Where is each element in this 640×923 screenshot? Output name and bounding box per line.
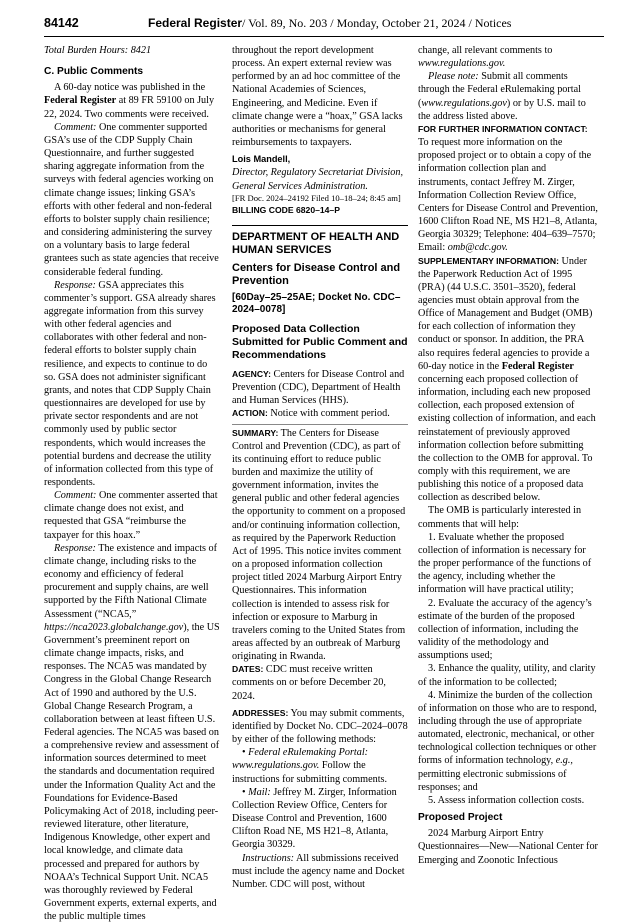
list-item: 5. Assess information collection costs. — [428, 794, 585, 806]
paragraph: throughout the report development process. An expert external review was performed by an ad hoc committee of the National Academies of Sciences, Engineering, and Medicine. Even if climate change were a “hoax,” GSA lacks authorities or mechanisms for general reimbursements to taxpayers. — [232, 45, 403, 149]
paragraph: change, all relevant comments to www.regulations.gov. — [418, 45, 553, 70]
department-heading: DEPARTMENT OF HEALTH AND HUMAN SERVICES — [232, 230, 400, 256]
instructions-paragraph: Instructions: All submissions received must include the agency name and Docket Number. CDC will post, without — [232, 852, 405, 890]
publication-line — [148, 16, 511, 31]
total-burden: Total Burden Hours: 8421 — [44, 45, 152, 56]
public-comments-heading: C. Public Comments — [44, 66, 144, 78]
action-line: ACTION: Notice with comment period. — [232, 408, 390, 420]
response-paragraph: Response: The existence and impacts of climate change, including risks to the economy and efficiency of federal procurement and supply chains, are well supported by the Fifth National Climate Assessment (“NCA5,” https://nca2023.globalchange.gov), the US Government’s preeminent report on climate change impacts, risks, and responses. The NCA5 was mandated by Congress in the Global Change Research Act of 1990 and authored by the U.S. Global Change Research Program, a collaboration between at least fifteen U.S. Federal agencies. The NCA5 was based on a comprehensive review and assessment of information sources determined to meet the standards and documentation required under the Information Quality Act and the Foundations for Evidence-Based Policymaking Act of 2018, including peer-reviewed literature, other literature, Indigenous Knowledge, other expert and local knowledge, and climate data processed and prepared for authors by NOAA’s Technical Support Unit. NCA5 was thoroughly reviewed by Federal Government experts, external experts, and the public multiple times — [44, 542, 220, 923]
page-number: 84142 — [44, 16, 79, 30]
signer-name: Lois Mandell, — [232, 154, 291, 165]
list-item: 2. Evaluate the accuracy of the agency’s estimate of the burden of the proposed collection of information, including the validity of the methodology and assumptions used; — [418, 597, 592, 662]
list-item: 4. Minimize the burden of the collection of information on those who are to respond, including through the use of appropriate automated, electronic, mechanical, or other technological collection techniques or other forms of information technology, e.g., permitting electronic submissions of responses; and — [418, 689, 597, 793]
note-paragraph: Please note: Submit all comments through the Federal eRulemaking portal (www.regulations.gov) or by U.S. mail to the address listed above. — [418, 71, 586, 122]
addresses-paragraph: ADDRESSES: You may submit comments, identified by Docket No. CDC–2024–0078 by either of the following methods: — [232, 707, 408, 746]
summary-paragraph: SUMMARY: The Centers for Disease Control and Prevention (CDC), as part of its continuing effort to reduce public burden and maximize the utility of government information, invites the general public and other federal agencies the opportunity to comment on a proposed and/or continuing information collection, as required by the Paperwork Reduction Act of 1995. This notice invites comment on a proposed information collection project titled 2024 Marburg Airport Entry Questionnaires. This information collection is intended to assess risk for infection or exposure to Marburg in travelers coming to the United States from areas affected by an outbreak of Marburg originating in Rwanda. — [232, 427, 406, 663]
column-2 — [232, 44, 408, 890]
regulations-link[interactable]: www.regulations.gov. — [418, 58, 506, 70]
supplementary-paragraph: SUPPLEMENTARY INFORMATION: Under the Paperwork Reduction Act of 1995 (PRA) (44 U.S.C. 3501–3520), federal agencies must obtain approval from the Office of Management and Budget (OMB) for each collection of information they conduct or sponsor. In addition, the PRA also requires federal agencies to provide a 60-day notice in the Federal Register concerning each proposed collection of information, including each new proposed collection, each proposed extension of existing collection of information, and each reinstatement of previously approved information collection before submitting the collection to the OMB for approval. To comply with this requirement, we are publishing this notice of a proposed data collection as described below. — [418, 255, 596, 504]
response-paragraph: Response: GSA appreciates this commenter’s support. GSA already shares aggregate information from this survey with other federal agencies and collaborates with other federal and non-federal efforts to bolster supply chain resilience, and expects to continue to do so. GSA does not administer significant grants, and notes that CDP Supply Chain questionnaires are developed for use by private sector respondents and are not commonly used by public sector respondents, which would increases the potential burdens and decrease the utility of information collected from this type of respondents. — [44, 279, 216, 488]
docket-number: [60Day–25–25AE; Docket No. CDC–2024–0078] — [232, 291, 401, 316]
column-1 — [44, 44, 220, 923]
paragraph: The OMB is particularly interested in comments that will help: — [418, 505, 582, 530]
comment-paragraph: Comment: One commenter supported GSA’s use of the CDP Supply Chain Questionnaire, and further suggested sharing aggregate information from the surveys with federal agencies working on climate change issues; linking GSA’s efforts with other federal and non-federal efforts to bolster supply chain resilience; and considering administering the survey on a voluntary basis to large federal grantees such as state agencies that receive considerable federal funding. — [44, 121, 219, 278]
agency-heading: Centers for Disease Control and Prevention — [232, 261, 401, 287]
divider — [232, 424, 408, 425]
contact-paragraph: FOR FURTHER INFORMATION CONTACT: To request more information on the proposed project or to obtain a copy of the information collection plan and instruments, contact Jeffrey M. Zirger, Information Collection Review Office, Centers for Disease Control and Prevention, 1600 Clifton Road NE, MS H21–8, Atlanta, Georgia 30329; Telephone: 404–639–7570; Email: omb@cdc.gov. — [418, 123, 598, 254]
header-rule — [44, 36, 604, 37]
proposed-project-heading: Proposed Project — [418, 812, 503, 824]
nca5-link[interactable]: https://nca2023.globalchange.gov — [44, 621, 184, 633]
publication-name: Federal Register — [148, 16, 243, 30]
list-item: 1. Evaluate whether the proposed collection of information is necessary for the proper performance of the functions of the agency, including whether the information will have practical utility; — [418, 531, 592, 596]
issue-info: / Vol. 89, No. 203 / Monday, October 21, 2024 / Notices — [242, 16, 512, 30]
section-rule — [232, 225, 408, 226]
billing-code: BILLING CODE 6820–14–P — [232, 204, 340, 215]
fr-doc: [FR Doc. 2024–24192 Filed 10–18–24; 8:45 am] — [232, 192, 401, 203]
paragraph: A 60-day notice was published in the Federal Register at 89 FR 59100 on July 22, 2024. Two comments were received. — [44, 82, 215, 120]
page-header — [44, 16, 604, 38]
regulations-link[interactable]: www.regulations.gov. — [232, 760, 320, 772]
regulations-link[interactable]: www.regulations.gov — [421, 97, 507, 109]
agency-line: AGENCY: Centers for Disease Control and Prevention (CDC), Department of Health and Human Services (HHS). — [232, 368, 405, 407]
signer-title: Director, Regulatory Secretariat Division, General Services Administration. — [232, 167, 403, 192]
comment-paragraph: Comment: One commenter asserted that climate change does not exist, and requested that GSA “reimburse the taxpayer for this hoax.” — [44, 490, 218, 541]
bullet-item: • Federal eRulemaking Portal: www.regulations.gov. Follow the instructions for submitting comments. — [232, 747, 388, 785]
list-item: 3. Enhance the quality, utility, and clarity of the information to be collected; — [418, 663, 596, 688]
dates-paragraph: DATES: CDC must receive written comments on or before December 20, 2024. — [232, 664, 386, 702]
paragraph: 2024 Marburg Airport Entry Questionnaires—New—National Center for Emerging and Zoonotic Infectious — [418, 828, 598, 866]
document-title: Proposed Data Collection Submitted for Public Comment and Recommendations — [232, 322, 408, 361]
email-link[interactable]: omb@cdc.gov. — [447, 242, 508, 254]
column-3 — [418, 44, 598, 866]
bullet-item: • Mail: Jeffrey M. Zirger, Information Collection Review Office, Centers for Disease Control and Prevention, 1600 Clifton Road NE, MS H21–8, Atlanta, Georgia 30329. — [232, 786, 397, 851]
